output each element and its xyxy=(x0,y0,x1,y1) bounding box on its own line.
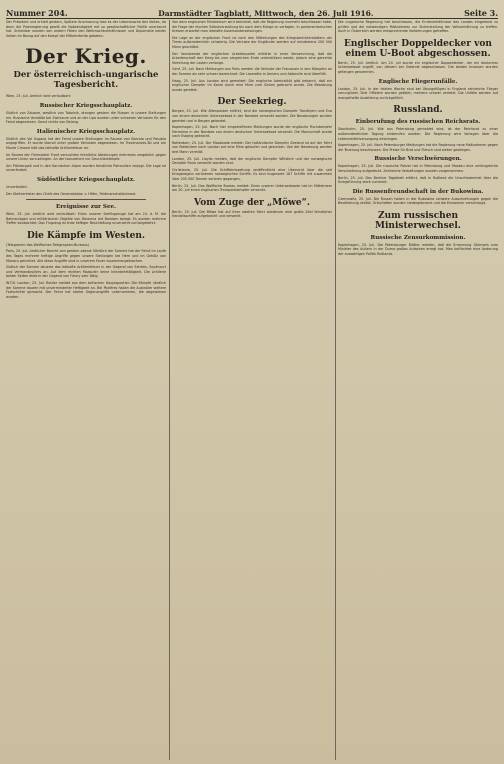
headline: Der Seekrieg. xyxy=(217,97,287,108)
article-text: Die ungarische Regierung hat beschlossen, die Ernteverhältnisse des Landes eingehend zu prüfen und die notwendigen Maßnahmen zur Sicherstellung der Volksernährung zu treffen. Auch in Österreich werden entsprechende Vorkehrungen getroffen. xyxy=(338,20,498,34)
page-number: Seite 3. xyxy=(464,8,498,18)
column-middle xyxy=(172,20,332,760)
article-text: Berlin, 25. Juli. Amtlich. Am 24. Juli wurde ein englischer Doppeldecker, der ein deutsches Unterseeboot angriff, von diesem bei Ostende abgeschossen. Die beiden Insassen wurden gefangen genommen. xyxy=(338,60,498,74)
divider xyxy=(26,199,146,200)
article-text: Bergen, 25. Juli. Wie Aftenposten erfährt, sind die norwegischen Dampfer Trondhjem und Eva von einem deutschen Unterseeboot in der Nordsee versenkt worden. Die Besatzungen wurden gerettet und in Bergen gelandet. xyxy=(172,109,332,123)
article-text: Wien, 25. Juli. Amtlich wird verlautbart: Eines unserer Seeflugzeuge hat am 24. d. M. die Bahnanlagen und militärischen Objekte von Ravenna mit Bomben belegt. Es wurden mehrere Treffer beobachtet. Das Flugzeug ist trotz heftiger Beschießung unversehrt zurückgekehrt. xyxy=(6,212,166,226)
subheading: Ereignisse zur See. xyxy=(55,204,117,211)
article-text: Kopenhagen, 25. Juli. Die Petersburger Blätter melden, daß die Ernennung Stürmers zum Minister des Äußern in der Duma großes Aufsehen erregt hat. Man befürchtet eine Änderung der auswärtigen Politik Rußlands. xyxy=(338,242,498,257)
signature: Der Stellvertreter des Chefs des Generalstabs: v. Höfer, Feldmarschalleutnant. xyxy=(6,191,137,196)
newspaper-title-date: Darmstädter Tagblatt, Mittwoch, den 26. Juli 1916. xyxy=(158,9,374,18)
article-text: Kopenhagen, 25. Juli. Nach Petersburger Meldungen hat die Regierung neue Maßnahmen gegen die Teuerung beschlossen. Die Preise für Brot und Fleisch sind weiter gestiegen. xyxy=(338,143,498,152)
column-left xyxy=(6,20,166,760)
article-text: Berlin, 25. Juli. Das Berliner Tageblatt erfährt, daß in Rußland die Unzufriedenheit über die Kriegsführung stark zunimmt. xyxy=(338,175,498,185)
headline: Vom Zuge der „Möwe“. xyxy=(194,197,310,208)
article-text: Im Raume der Fleimstaler Front versuchten feindliche Abteilungen mehrmals vergeblich gegen unsere Linien vorzudringen. An der Isonzofront nur Geschützkämpfe. xyxy=(6,152,166,162)
column-rule xyxy=(335,20,336,760)
column-right xyxy=(338,20,498,760)
article-text: (Telegramm des Wolffschen Telegraphen-Bureaus) xyxy=(6,242,89,247)
headline: Russland. xyxy=(393,105,443,116)
article-text: Rotterdam, 25. Juli. Der Maasbode meldet: Der holländische Dampfer Zeeland ist auf der Fahrt von Rotterdam nach London auf eine Mine gelaufen und gesunken. Von der Besatzung werden drei Mann vermißt. xyxy=(172,140,332,155)
subheading: Russische Zensurkommission. xyxy=(370,234,466,241)
article-text: London, 25. Juli. Lloyds melden, daß der englische Dampfer Wiltshire und der norwegische Dampfer Rana versenkt worden sind. xyxy=(172,156,332,166)
headline: Die Kämpfe im Westen. xyxy=(26,230,146,241)
headline: Englischer Doppeldecker von einem U-Boot abgeschossen. xyxy=(344,38,492,59)
article-text: W.T.B. London, 25. Juli. Reuter meldet aus dem britischen Hauptquartier: Die Kämpfe nördlich der Somme dauern mit unverminderter Heftigkeit an. Bei Pozières haben die Australier weitere Fortschritte gemacht. Der Feind hat starke Gegenangriffe unternommen, die abgewiesen wurden. xyxy=(6,281,166,299)
article-text: Südlich des Val Sugana hat der Feind unsere Stellungen im Raume von Borcola und Pasubio angegriffen. Er wurde überall unter großen Verlusten abgewiesen. Im Travenanzes-Tal und am Monte Cimone hält das lebhafte Artilleriefeuer an. xyxy=(6,136,166,150)
article-text: Christiania, 25. Juli. Die Schiffahrtszeitung veröffentlicht eine Übersicht über die seit Kriegsbeginn verlorenen norwegischen Schiffe. Es sind insgesamt 187 Schiffe mit zusammen über 200 000 Tonnen verloren gegangen. xyxy=(172,167,332,182)
article-text: Am Plöckenpaß und in den Karnischen Alpen wurden feindliche Patrouillen verjagt. Die Lage ist unverändert. xyxy=(6,163,166,173)
article-text: Czernowitz, 25. Juli. Die Russen haben in der Bukowina schwere Ausschreitungen gegen die Bevölkerung verübt. Ortschaften wurden niedergebrannt und die Einwohner verschleppt. xyxy=(338,196,498,206)
article-text: Paris, 25. Juli. Amtlicher Bericht von gestern abend: Nördlich der Somme hat der Feind im Laufe des Tages mehrere heftige Angriffe gegen unsere Stellungen bei Hem und im Gehölz von Monacu gerichtet. Alle diese Angriffe sind in unserem Feuer zusammengebrochen. xyxy=(6,249,166,263)
article-text: Unverändert. xyxy=(6,184,28,189)
article-text: Stockholm, 25. Juli. Wie aus Petersburg gemeldet wird, ist der Reichsrat zu einer außerordentlichen Tagung einberufen worden. Die Regierung wird Vorlagen über die Lebensmittelversorgung einbringen. xyxy=(338,127,498,141)
section-title: Der Krieg. xyxy=(25,44,147,69)
subheading: Die Russenfreundschaft in der Bukowina. xyxy=(352,188,484,195)
article-text: Der Vorsitzende der englischen Arbeiterpartei erklärte in einer Versammlung, daß die Arbeiterschaft den Krieg bis zum siegreichen Ende unterstützen werde, jedoch eine gerechte Verteilung der Lasten verlange. xyxy=(172,51,332,65)
dateline: Wien, 25. Juli. Amtlich wird verlautbart: xyxy=(6,94,72,99)
subheading: Russische Verschwörungen. xyxy=(374,156,462,163)
subheading: Russischer Kriegsschauplatz. xyxy=(39,102,133,109)
column-rule xyxy=(169,20,170,760)
article-text: Berlin, 25. Juli. Das Wolffsche Bureau meldet: Eines unserer Unterseeboote hat im Mittelmeer am 20. Juli einen englischen Transportdampfer versenkt. xyxy=(172,183,332,193)
headline: Zum russischen Ministerwechsel. xyxy=(375,210,461,231)
article-text: Berlin, 25. Juli. Die Möwe hat auf ihrer zweiten Fahrt wiederum eine große Zahl feindlicher Handelsschiffe aufgebracht und versenkt. xyxy=(172,209,332,219)
article-text: Haag, 25. Juli. Aus London wird gemeldet: Die englische Admiralität gibt bekannt, daß ein englischer Dampfer im Kanal durch eine Mine zum Sinken gebracht wurde. Die Besatzung wurde gerettet. xyxy=(172,78,332,92)
article-text: Genf, 25. Juli. Nach Meldungen aus Paris werden die Verluste der Franzosen in den Kämpfen an der Somme als sehr schwer bezeichnet. Die Lazarette in Amiens und Abbeville sind überfüllt. xyxy=(172,67,332,76)
article-text: Die Lage an der englischen Front ist nach den Mitteilungen des Kriegsberichterstatters der Times außerordentlich schwierig. Die Verluste der Engländer werden auf mindestens 200 000 Mann geschätzt. xyxy=(172,35,332,49)
article-text: Südlich der Somme dauerte das lebhafte Artilleriefeuer in der Gegend von Estrées, Soyécourt und Vermandovillers an. Auf dem rechten Maasufer keine Infanterietätigkeit. Die Artillerie beider Seiten blieb in der Gegend von Fleury sehr tätig. xyxy=(6,265,166,279)
article-text: Der Präsident und erhielt gestern, Spätere Anschauung lose es der Lebenssache des Volkes, da denn die Polenregierung gewiß die Notwendigkeit mit so gesellschaftlicher Politik anerkannt hat. Scheinbar wurden von andern Fällen den Weltmachtverhältnissen und Diplomatie beider Seiten im Bezug auf den Kampf der Mittelmächte gebeten. xyxy=(6,20,166,38)
article-text: Kopenhagen, 25. Juli. Nach hier eingetroffenen Meldungen wurde der englische Fischdampfer Hermione in der Nordsee von einem deutschen Unterseeboot versenkt. Die Mannschaft wurde nach Esbjerg gebracht. xyxy=(172,125,332,139)
subheading: Einberufung des russischen Reichsrats. xyxy=(355,119,481,126)
masthead xyxy=(6,2,498,19)
subheading: Englische Fliegerunfälle. xyxy=(378,78,458,85)
section-subtitle: Der österreichisch-ungarische Tagesbericht. xyxy=(13,70,159,91)
article-text: Kopenhagen, 25. Juli. Die russische Polizei hat in Petersburg und Moskau eine umfangreiche Verschwörung aufgedeckt. Zahlreiche Verhaftungen wurden vorgenommen. xyxy=(338,164,498,173)
article-text: Von dem englischen Ministerium wird berichtet, daß die Regierung nunmehr beschlossen habe, die Frage der irischen Selbstverwaltung bis nach dem Kriege zu vertagen. In parlamentarischen Kreisen erwartet man lebhafte Auseinandersetzungen. xyxy=(172,20,332,34)
issue-number: Nummer 204. xyxy=(6,8,68,18)
article-text: London, 25. Juli. In der letzten Woche sind bei Übungsflügen in England zahlreiche Flieger verunglückt. Drei Offiziere wurden getötet, mehrere schwer verletzt. Die Unfälle werden auf mangelhafte Ausbildung zurückgeführt. xyxy=(338,86,498,100)
subheading: Italienischer Kriegsschauplatz. xyxy=(36,128,136,135)
article-text: Südlich von Zalosze, westlich von Tobolnik, drangen gestern die Russen in unsere Stellungen ein. Russische Vorstöße bei Zwiniacze und an der Lipa wurden unter schweren Verlusten für den Feind abgewiesen. Sonst nichts von Belang. xyxy=(6,110,166,125)
subheading: Südöstlicher Kriegsschauplatz. xyxy=(37,176,135,183)
